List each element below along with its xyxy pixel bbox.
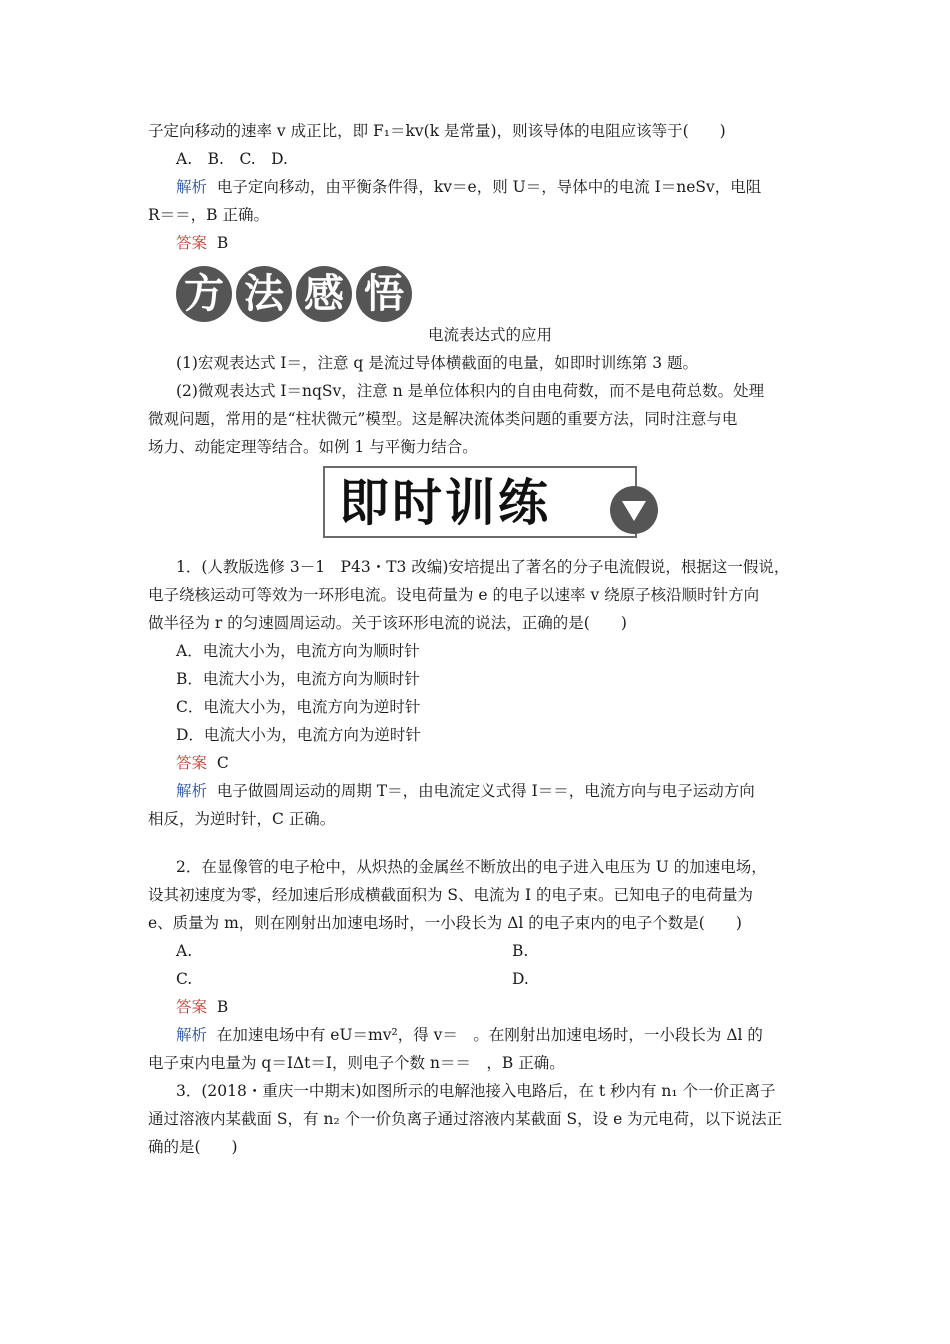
method-banner-char: 方: [176, 266, 232, 322]
q2-answer: [176, 996, 228, 1018]
q1-stem-line-1: 1．(人教版选修 3－1 P43・T3 改编)安培提出了著名的分子电流假说，根据这一假说，: [176, 558, 790, 576]
q3-stem-line-2: 通过溶液内某截面 S，有 n₂ 个一价负离子通过溶液内某截面 S，设 e 为元电荷，以下说法正: [148, 1110, 783, 1128]
answer-value: B: [216, 234, 229, 252]
analysis-label: 解析: [176, 1026, 208, 1044]
q1-stem-line-2: 电子绕核运动可等效为一环形电流。设电荷量为 e 的电子以速率 v 绕原子核沿顺时针方向: [148, 586, 760, 604]
q1-option-c: C．电流大小为，电流方向为逆时针: [176, 698, 421, 716]
method-banner-char: 法: [236, 266, 292, 322]
q1-answer: [176, 752, 229, 774]
answer-value: B: [216, 998, 229, 1016]
q1-option-d: D．电流大小为，电流方向为逆时针: [176, 726, 421, 744]
analysis-text: 电子做圆周运动的周期 T＝，由电流定义式得 I＝＝，电流方向与电子运动方向: [216, 782, 755, 800]
answer-label: 答案: [176, 234, 208, 252]
answer-label: 答案: [176, 754, 208, 772]
q0-answer: [176, 232, 228, 254]
answer-label: 答案: [176, 998, 208, 1016]
answer-value: C: [216, 754, 229, 772]
q3-stem-line-1: 3．(2018・重庆一中期末)如图所示的电解池接入电路后，在 t 秒内有 n₁ 个一价正离子: [176, 1082, 776, 1100]
q2-analysis-line-1: [176, 1024, 763, 1046]
q0-analysis-line-2: R＝＝，B 正确。: [148, 206, 269, 224]
method-paragraph-2-line-1: (2)微观表达式 I＝nqSv，注意 n 是单位体积内的自由电荷数，而不是电荷总数。处理: [176, 382, 765, 400]
q1-option-b: B．电流大小为，电流方向为顺时针: [176, 670, 420, 688]
q2-option-c: C.: [176, 970, 193, 988]
analysis-text: 电子定向移动，由平衡条件得，kv＝e，则 U＝，导体中的电流 I＝neSv，电阻: [216, 178, 762, 196]
q0-stem: 子定向移动的速率 v 成正比，即 F₁＝kv(k 是常量)，则该导体的电阻应该等于( ): [148, 122, 726, 140]
q2-stem-line-3: e、质量为 m，则在刚射出加速电场时，一小段长为 Δl 的电子束内的电子个数是( ): [148, 914, 742, 932]
q0-analysis-line-1: [176, 176, 761, 198]
q2-analysis-line-2: 电子束内电量为 q＝IΔt＝I，则电子个数 n＝＝ ，B 正确。: [148, 1054, 565, 1072]
method-banner: [176, 266, 416, 322]
q1-analysis-line-1: [176, 780, 755, 802]
method-banner-char: 感: [296, 266, 352, 322]
q2-option-d: D.: [512, 970, 529, 988]
q1-analysis-line-2: 相反，为逆时针，C 正确。: [148, 810, 336, 828]
analysis-label: 解析: [176, 178, 208, 196]
q2-stem-line-2: 设其初速度为零，经加速后形成横截面积为 S、电流为 I 的电子束。已知电子的电荷量为: [148, 886, 754, 904]
down-triangle-icon: [610, 486, 658, 534]
q2-stem-line-1: 2．在显像管的电子枪中，从炽热的金属丝不断放出的电子进入电压为 U 的加速电场，: [176, 858, 767, 876]
q0-options: A. B. C. D.: [176, 150, 288, 168]
training-banner-text: 即时训练: [339, 474, 551, 532]
q2-option-a: A.: [176, 942, 193, 960]
q2-option-b: B.: [512, 942, 529, 960]
method-paragraph-2-line-3: 场力、动能定理等结合。如例 1 与平衡力结合。: [148, 438, 478, 456]
q1-option-a: A．电流大小为，电流方向为顺时针: [176, 642, 420, 660]
method-title: 电流表达式的应用: [428, 326, 553, 344]
analysis-text: 在加速电场中有 eU＝mv²，得 v＝ 。在刚射出加速电场时，一小段长为 Δl 的: [216, 1026, 763, 1044]
training-banner: [323, 466, 637, 538]
method-paragraph-1: (1)宏观表达式 I＝，注意 q 是流过导体横截面的电量，如即时训练第 3 题。: [176, 354, 698, 372]
analysis-label: 解析: [176, 782, 208, 800]
q3-stem-line-3: 确的是( ): [148, 1138, 238, 1156]
q1-stem-line-3: 做半径为 r 的匀速圆周运动。关于该环形电流的说法，正确的是( ): [148, 614, 627, 632]
method-paragraph-2-line-2: 微观问题，常用的是“柱状微元”模型。这是解决流体类问题的重要方法，同时注意与电: [148, 410, 738, 428]
method-banner-char: 悟: [356, 266, 412, 322]
